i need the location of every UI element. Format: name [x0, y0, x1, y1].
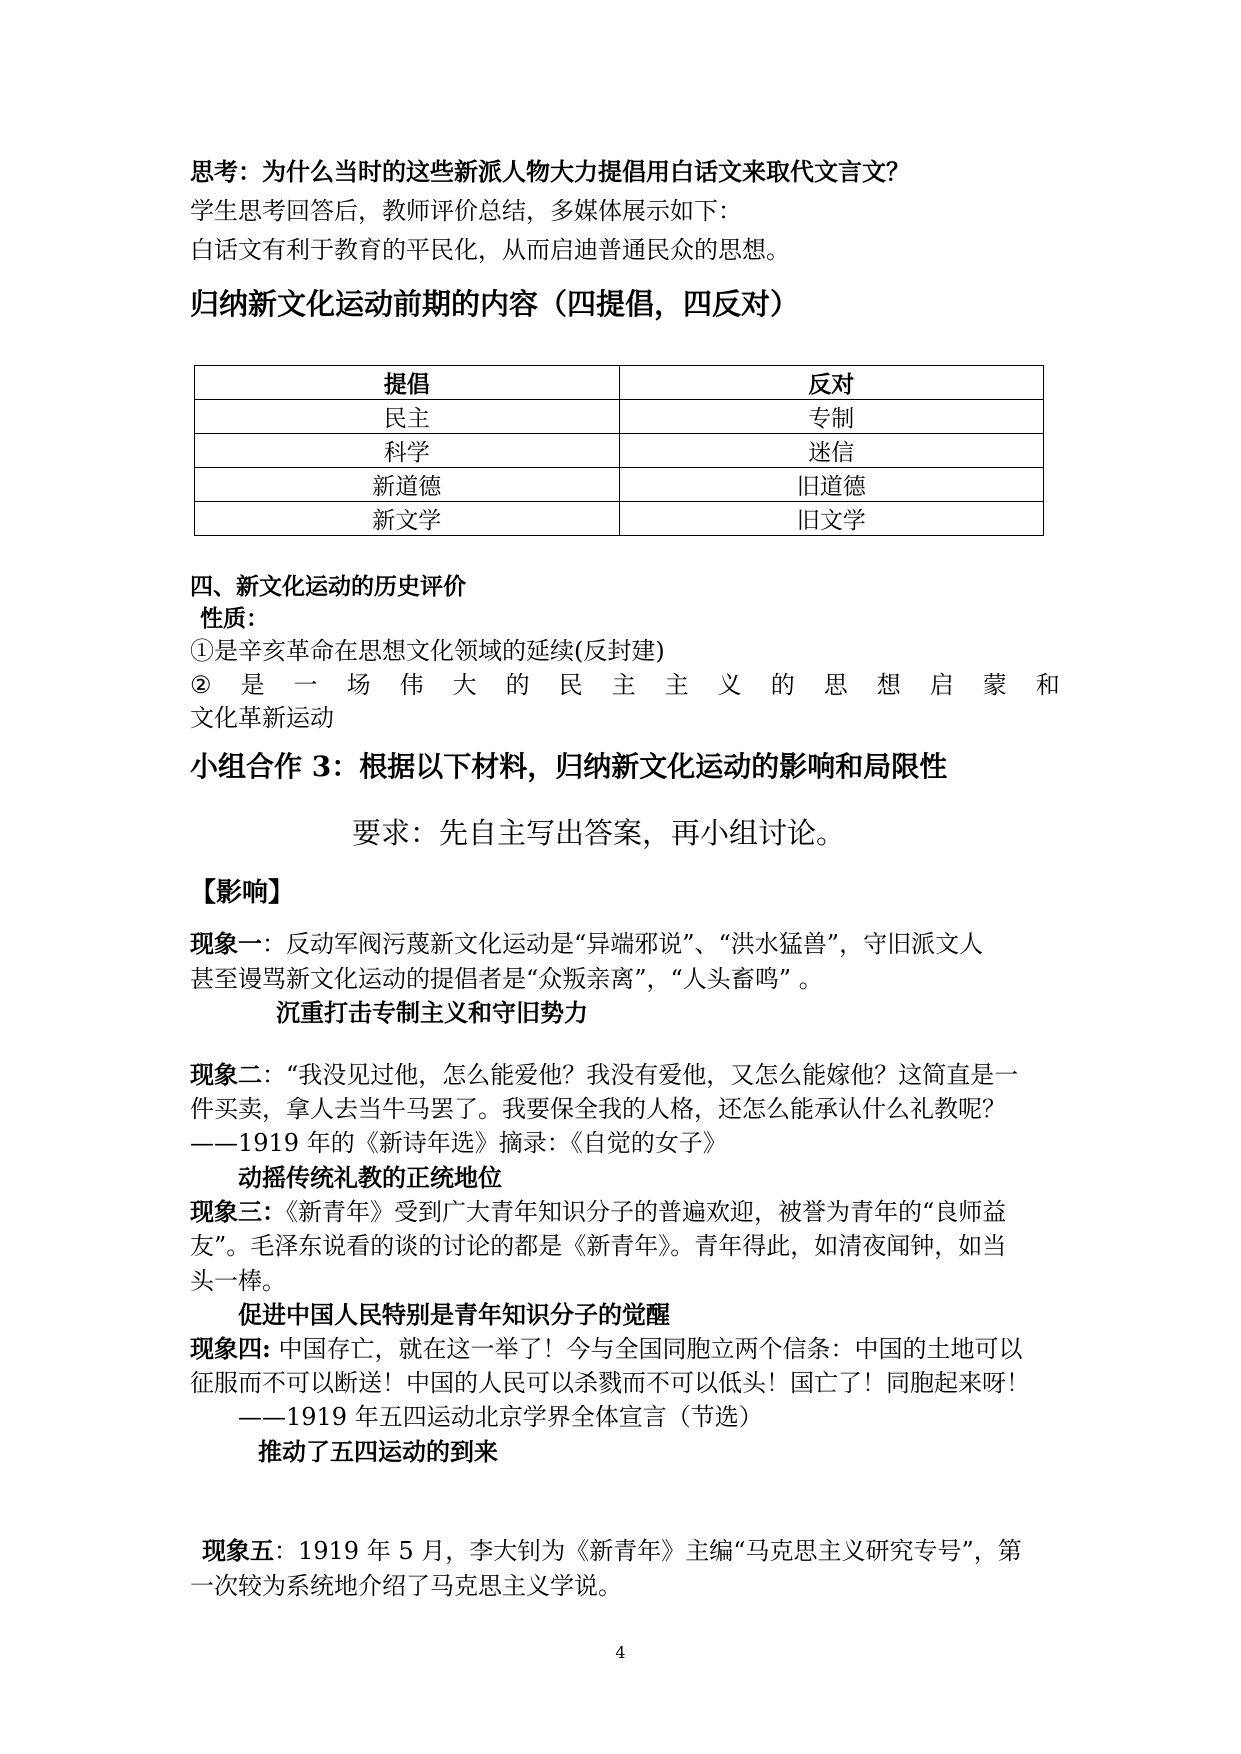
phenomenon-4-source: ——1919 年五四运动北京学界全体宣言（节选） [238, 1403, 763, 1431]
group-heading: 小组合作 3：根据以下材料，归纳新文化运动的影响和局限性 [190, 750, 948, 783]
phenomenon-4-line-1: 现象四: 中国存亡，就在这一举了！今与全国同胞立两个信条：中国的土地可以 [190, 1334, 1023, 1363]
char: 民 [558, 671, 583, 699]
table-header-row [195, 366, 1044, 400]
phenomenon-4-line-2: 征服而不可以断送！中国的人民可以杀戮而不可以低头！国亡了！同胞起来呀！ [190, 1369, 1030, 1397]
table-header-oppose: 反对 [619, 366, 1044, 400]
phenomenon-1-label: 现象一 [190, 929, 262, 958]
char: 场 [346, 671, 371, 699]
phenomenon-2-source: ——1919 年的《新诗年选》摘录：《自觉的女子》 [190, 1129, 727, 1157]
influence-label: 【影响】 [190, 878, 295, 908]
phenomenon-5-label: 现象五 [202, 1536, 274, 1565]
char: 主 [664, 671, 689, 699]
nature-label: 性质： [200, 605, 269, 632]
table-header-advocate: 提倡 [195, 366, 620, 400]
group-requirement: 要求：先自主写出答案，再小组讨论。 [352, 816, 846, 850]
table-cell: 民主 [195, 400, 620, 434]
phenomenon-2-label: 现象二 [190, 1060, 262, 1089]
table-row [195, 502, 1044, 536]
table-cell: 迷信 [619, 434, 1044, 468]
think-line-2: 白话文有利于教育的平民化，从而启迪普通民众的思想。 [190, 236, 790, 264]
phenomenon-1-line-2: 甚至谩骂新文化运动的提倡者是“众叛亲离”，“人头畜鸣” 。 [190, 965, 823, 993]
section4-heading: 四、新文化运动的历史评价 [190, 573, 466, 600]
char: 是 [240, 671, 265, 699]
phenomenon-3-line-1: 现象三：《新青年》受到广大青年知识分子的普遍欢迎，被誉为青年的“良师益 [190, 1197, 1007, 1226]
nature-point-2-justified [190, 670, 1060, 700]
char: ② [190, 671, 212, 699]
nature-point-2-cont: 文化革新运动 [190, 704, 334, 732]
phenomenon-3-conclusion: 促进中国人民特别是青年知识分子的觉醒 [238, 1300, 670, 1329]
table-cell: 新道德 [195, 468, 620, 502]
phenomenon-5-line-2: 一次较为系统地介绍了马克思主义学说。 [190, 1572, 622, 1600]
char: 思 [823, 671, 848, 699]
char: 义 [717, 671, 742, 699]
char: 一 [293, 671, 318, 699]
char: 伟 [399, 671, 424, 699]
nature-point-1: ①是辛亥革命在思想文化领域的延续(反封建) [190, 637, 665, 665]
phenomenon-4-conclusion: 推动了五四运动的到来 [258, 1437, 498, 1466]
page-number: 4 [615, 1643, 626, 1662]
table-cell: 专制 [619, 400, 1044, 434]
table-cell: 科学 [195, 434, 620, 468]
phenomenon-3-line-3: 头一棒。 [190, 1267, 286, 1295]
summary-heading: 归纳新文化运动前期的内容（四提倡，四反对） [190, 287, 800, 321]
char: 的 [770, 671, 795, 699]
table-cell: 旧文学 [619, 502, 1044, 536]
char: 大 [452, 671, 477, 699]
advocate-oppose-table [194, 365, 1044, 536]
phenomenon-4-label: 现象四: [190, 1334, 271, 1363]
think-question: 思考：为什么当时的这些新派人物大力提倡用白话文来取代文言文？ [190, 157, 910, 186]
phenomenon-3-line-2: 友”。毛泽东说看的谈的讨论的都是《新青年》。青年得此，如清夜闻钟，如当 [190, 1232, 1007, 1260]
think-line-1: 学生思考回答后，教师评价总结，多媒体展示如下： [190, 197, 742, 225]
char: 蒙 [982, 671, 1007, 699]
char: 启 [929, 671, 954, 699]
char: 想 [876, 671, 901, 699]
phenomenon-5-line-1: 现象五：1919 年 5 月，李大钊为《新青年》主编“马克思主义研究专号”，第 [202, 1536, 1022, 1565]
phenomenon-2-conclusion: 动摇传统礼教的正统地位 [238, 1163, 502, 1192]
phenomenon-1-conclusion: 沉重打击专制主义和守旧势力 [276, 998, 588, 1027]
phenomenon-3-label: 现象三： [190, 1197, 286, 1226]
table-row [195, 434, 1044, 468]
phenomenon-1-line-1: 现象一：反动军阀污蔑新文化运动是“异端邪说”、“洪水猛兽”，守旧派文人 [190, 929, 984, 958]
phenomenon-2-line-1: 现象二：“我没见过他，怎么能爱他？我没有爱他，又怎么能嫁他？这简直是一 [190, 1060, 1019, 1089]
table-row [195, 468, 1044, 502]
table-cell: 新文学 [195, 502, 620, 536]
table-row [195, 400, 1044, 434]
phenomenon-2-line-2: 件买卖，拿人去当牛马罢了。我要保全我的人格，还怎么能承认什么礼教呢？ [190, 1095, 1006, 1123]
char: 和 [1035, 671, 1060, 699]
char: 主 [611, 671, 636, 699]
char: 的 [505, 671, 530, 699]
table-cell: 旧道德 [619, 468, 1044, 502]
